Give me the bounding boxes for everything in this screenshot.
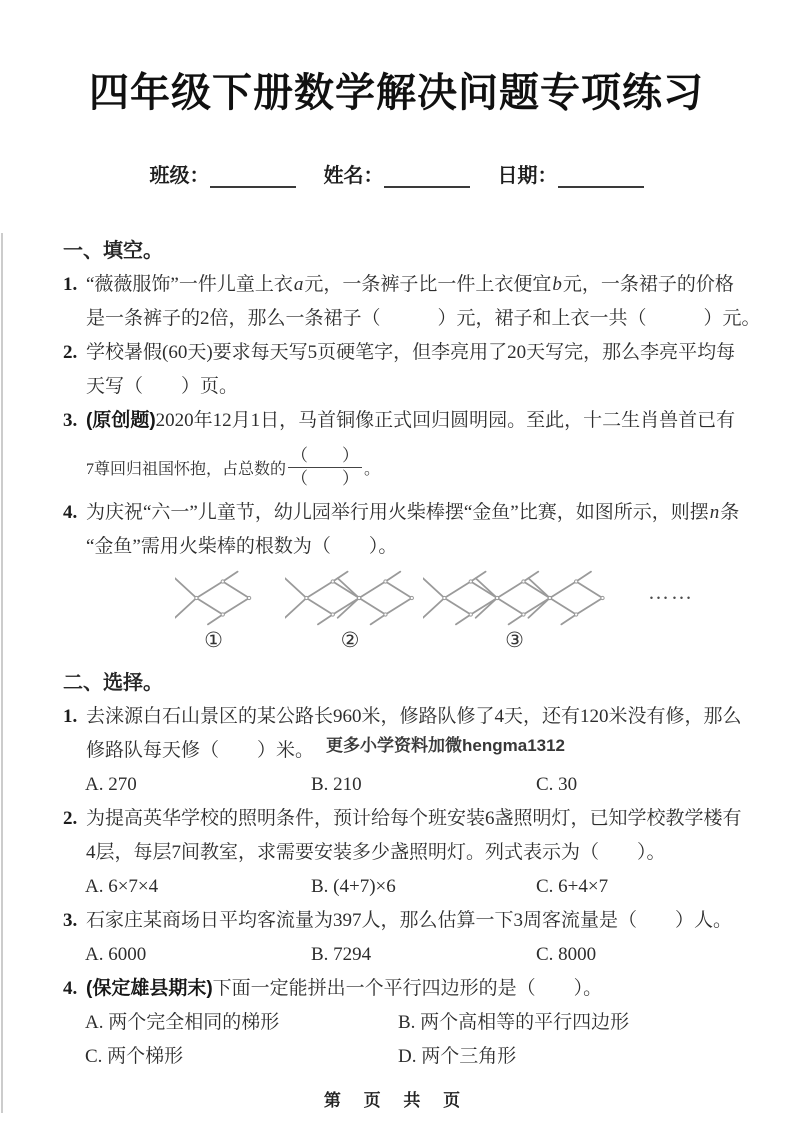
figure-3-label: ③ — [505, 628, 524, 652]
fill-q1-line2: 是一条裤子的2倍，那么一条裙子（ ）元，裙子和上衣一共（ ）元。 — [86, 308, 761, 329]
question-text: “薇薇服饰”一件儿童上衣a元，一条裤子比一件上衣便宜b元，一条裙子的价格 — [86, 274, 734, 295]
fraction-suffix-text: 。 — [364, 460, 381, 478]
question-text: 去涞源白石山景区的某公路长960米，修路队修了4天，还有120米没有修，那么 — [86, 706, 742, 727]
choice-q3-options — [63, 938, 739, 972]
question-text: 为庆祝“六一”儿童节，幼儿园举行用火柴棒摆“金鱼”比赛，如图所示，则摆n条 — [86, 502, 740, 523]
worksheet-body — [0, 234, 793, 1074]
question-number: 2. — [63, 808, 78, 829]
option-c: C. 6+4×7 — [536, 876, 609, 897]
choice-q4-options-row1 — [63, 1006, 739, 1040]
choice-q4-options-row2 — [63, 1040, 739, 1074]
option-a: A. 6000 — [85, 944, 147, 965]
blank-fraction — [288, 446, 362, 488]
fill-q2-line2: 天写（ ）页。 — [86, 376, 239, 397]
name-field — [324, 162, 470, 188]
matchstick-fish-figure-1 — [175, 570, 252, 626]
choice-q2-options — [63, 870, 739, 904]
question-text: 为提高英华学校的照明条件，预计给每个班安装6盏照明灯，已知学校教学楼有 — [86, 808, 742, 829]
worksheet-title: 四年级下册数学解决问题专项练习 — [89, 71, 704, 115]
matchstick-fish-figure-2 — [285, 570, 415, 626]
date-field — [498, 162, 644, 188]
figure-2-label: ② — [340, 628, 360, 652]
question-number: 1. — [63, 274, 78, 295]
footer-page-number: 第 页 共 页 — [323, 1091, 470, 1110]
option-b: B. 210 — [311, 774, 362, 795]
option-a: A. 270 — [85, 774, 137, 795]
option-c: C. 30 — [536, 774, 578, 795]
figure-1-label: ① — [204, 628, 223, 652]
question-text: (保定雄县期末)下面一定能拼出一个平行四边形的是（ ）。 — [86, 978, 603, 999]
section-1-heading: 一、填空。 — [63, 240, 163, 262]
date-label: 日期： — [497, 165, 558, 187]
fraction-numerator-blank: （ ） — [288, 446, 362, 468]
question-number: 3. — [63, 410, 78, 431]
question-text: 石家庄某商场日平均客流量为397人，那么估算一下3周客流量是（ ）人。 — [86, 910, 733, 931]
question-text: 学校暑假(60天)要求每天写5页硬笔字，但李亮用了20天写完，那么李亮平均每 — [86, 342, 736, 363]
fraction-denominator-blank: （ ） — [291, 468, 360, 488]
watermark-text: 更多小学资料加微hengma1312 — [326, 736, 566, 755]
option-b: B. 7294 — [311, 944, 372, 965]
choice-q2-line1 — [63, 802, 742, 836]
date-blank-line — [558, 164, 644, 188]
scan-edge-artifact — [1, 233, 3, 1113]
matchstick-fish-figure-3 — [423, 570, 606, 626]
section-2-heading: 二、选择。 — [63, 672, 163, 694]
class-blank-line — [210, 164, 296, 188]
name-label: 姓名： — [323, 165, 384, 187]
question-number: 3. — [63, 910, 78, 931]
question-number: 4. — [63, 978, 78, 999]
question-number: 1. — [63, 706, 78, 727]
fill-q3-line1 — [63, 404, 739, 438]
question-text: (原创题)2020年12月1日，马首铜像正式回归圆明园。至此，十二生肖兽首已有 — [86, 410, 736, 431]
fill-q2-line1 — [63, 336, 739, 370]
choice-q1-line1 — [63, 700, 742, 734]
option-c: C. 8000 — [536, 944, 597, 965]
matchstick-fish-figures — [63, 568, 739, 664]
choice-q1-line2 — [63, 734, 739, 768]
choice-q2-line2: 4层，每层7间教室，求需要安装多少盏照明灯。列式表示为（ ）。 — [86, 842, 666, 863]
class-label: 班级： — [149, 165, 210, 187]
choice-q4-line1 — [63, 972, 739, 1006]
option-c: C. 两个梯形 — [85, 1046, 184, 1067]
class-field — [150, 162, 296, 188]
question-number: 2. — [63, 342, 78, 363]
choice-q3-line1 — [63, 904, 739, 938]
question-number: 4. — [63, 502, 78, 523]
option-a: A. 6×7×4 — [85, 876, 159, 897]
fill-q4-line1 — [63, 496, 739, 530]
option-a: A. 两个完全相同的梯形 — [85, 1012, 280, 1033]
ellipsis-continuation: …… — [648, 580, 694, 604]
option-b: B. 两个高相等的平行四边形 — [398, 1012, 630, 1033]
question-text: 修路队每天修（ ）米。 — [86, 740, 315, 761]
fill-q4-line2: “金鱼”需用火柴棒的根数为（ ）。 — [86, 536, 398, 557]
name-blank-line — [384, 164, 470, 188]
choice-q1-options — [63, 768, 739, 802]
option-b: B. (4+7)×6 — [311, 876, 396, 897]
fill-q1-line1 — [63, 268, 739, 302]
fill-q3-line2 — [63, 438, 739, 496]
fraction-prefix-text: 7尊回归祖国怀抱，占总数的 — [86, 460, 287, 478]
option-d: D. 两个三角形 — [398, 1046, 517, 1067]
student-info-row — [0, 162, 793, 188]
